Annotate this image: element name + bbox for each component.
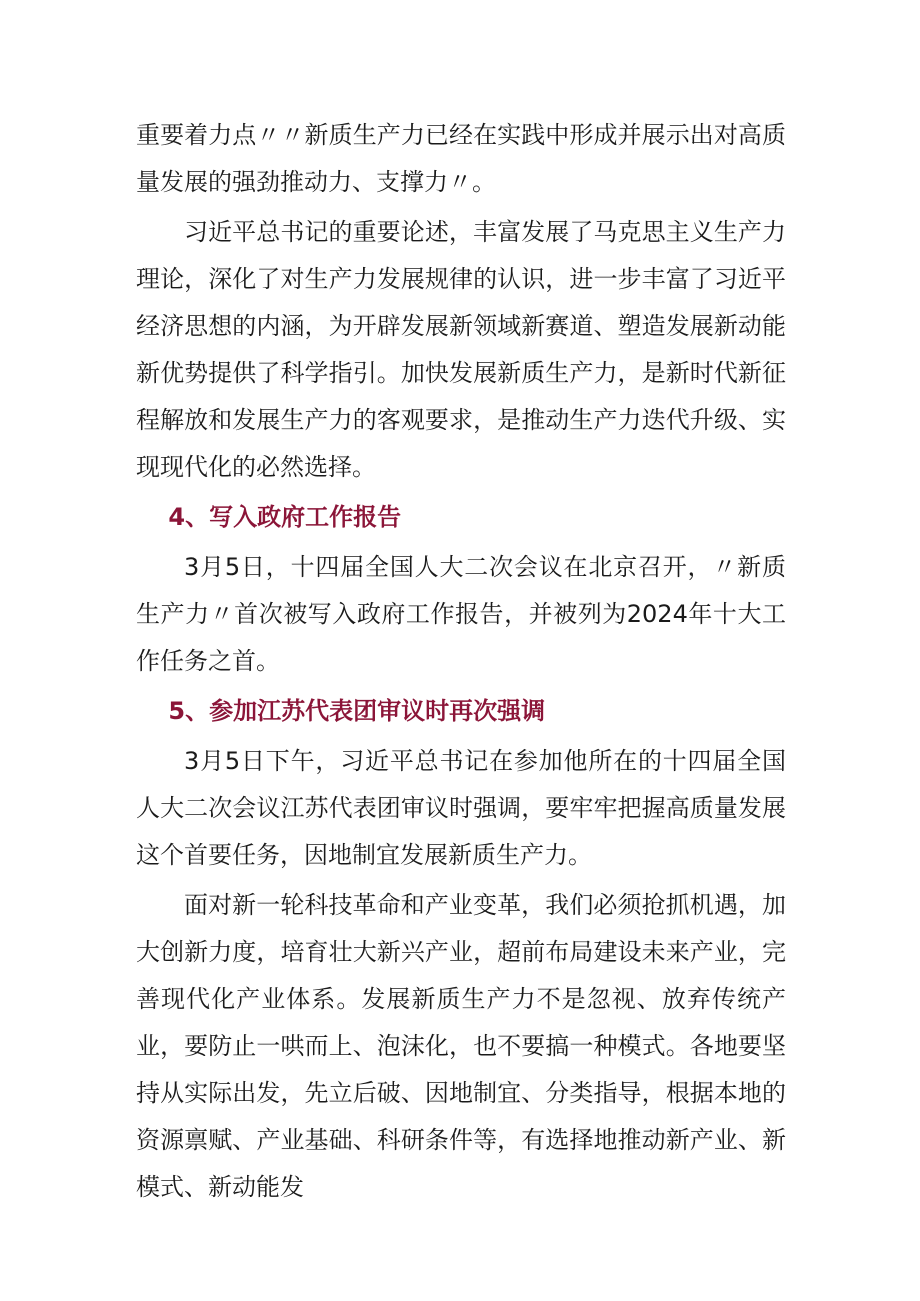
section-heading-4: 4、写入政府工作报告 xyxy=(168,503,402,531)
paragraph-1: 重要着力点〃〃新质生产力已经在实践中形成并展示出对高质量发展的强劲推动力、支撑力〃。 xyxy=(136,121,786,196)
paragraph-5: 面对新一轮科技革命和产业变革，我们必须抢抓机遇，加大创新力度，培育壮大新兴产业，超前布局建设未来产业，完善现代化产业体系。发展新质生产力不是忽视、放弃传统产业，要防止一哄而上、泡沫化，也不要搞一种模式。各地要坚持从实际出发，先立后破、因地制宜、分类指导，根据本地的资源禀赋、产业基础、科研条件等，有选择地推动新产业、新模式、新动能发 xyxy=(136,891,786,1201)
paragraph-3: 3月5日，十四届全国人大二次会议在北京召开，〃新质生产力〃首次被写入政府工作报告，并被列为2024年十大工作任务之首。 xyxy=(136,553,786,675)
paragraph-2: 习近平总书记的重要论述，丰富发展了马克思主义生产力理论，深化了对生产力发展规律的认识，进一步丰富了习近平经济思想的内涵，为开辟发展新领域新赛道、塑造发展新动能新优势提供了科学指引。加快发展新质生产力，是新时代新征程解放和发展生产力的客观要求，是推动生产力迭代升级、实现现代化的必然选择。 xyxy=(136,218,786,481)
paragraph-4: 3月5日下午，习近平总书记在参加他所在的十四届全国人大二次会议江苏代表团审议时强调，要牢牢把握高质量发展这个首要任务，因地制宜发展新质生产力。 xyxy=(136,747,786,869)
section-heading-5: 5、参加江苏代表团审议时再次强调 xyxy=(168,697,546,725)
document-body xyxy=(136,112,786,1214)
